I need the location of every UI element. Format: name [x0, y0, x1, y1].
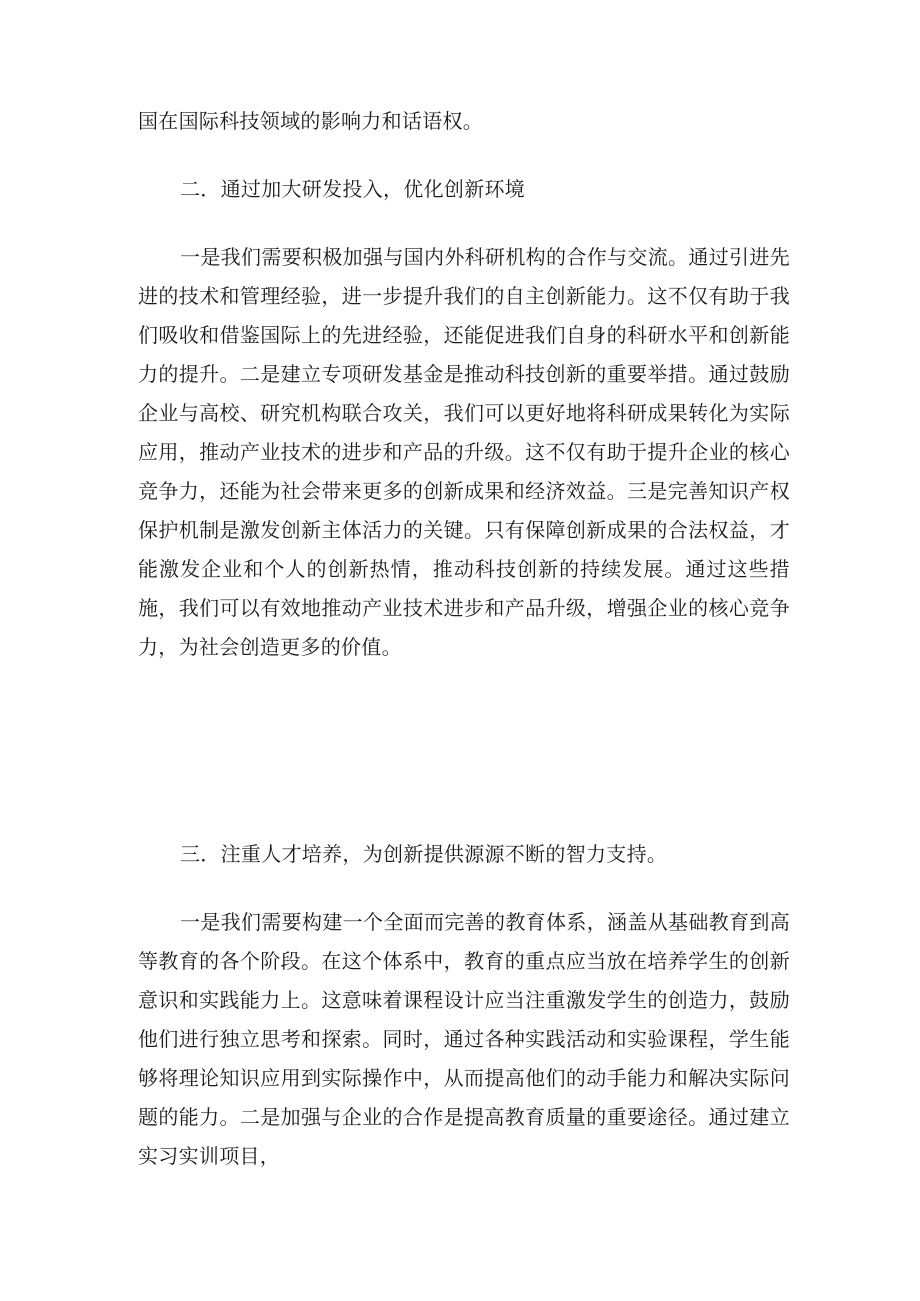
continuation-text: 国在国际科技领域的影响力和话语权。 — [138, 109, 484, 133]
section-3-paragraph: 一是我们需要构建一个全面而完善的教育体系，涵盖从基础教育到高等教育的各个阶段。在这个体系中，教育的重点应当放在培养学生的创新意识和实践能力上。这意味着课程设计应当注重激发学生的创造力，鼓励他们进行独立思考和探索。同时，通过各种实践活动和实验课程，学生能够将理论知识应用到实际操作中，从而提高他们的动手能力和解决实际问题的能力。二是加强与企业的合作是提高教育质量的重要途径。通过建立实习实训项目， — [138, 910, 790, 1168]
section-heading-2: 二．通过加大研发投入，优化创新环境 — [180, 177, 526, 201]
section-2-paragraph: 一是我们需要积极加强与国内外科研机构的合作与交流。通过引进先进的技术和管理经验，进一步提升我们的自主创新能力。这不仅有助于我们吸收和借鉴国际上的先进经验，还能促进我们自身的科研水平和创新能力的提升。二是建立专项研发基金是推动科技创新的重要举措。通过鼓励企业与高校、研究机构联合攻关，我们可以更好地将科研成果转化为实际应用，推动产业技术的进步和产品的升级。这不仅有助于提升企业的核心竞争力，还能为社会带来更多的创新成果和经济效益。三是完善知识产权保护机制是激发创新主体活力的关键。只有保障创新成果的合法权益，才能激发企业和个人的创新热情，推动科技创新的持续发展。通过这些措施，我们可以有效地推动产业技术进步和产品升级，增强企业的核心竞争力，为社会创造更多的价值。 — [138, 245, 790, 659]
section-heading-3: 三．注重人才培养，为创新提供源源不断的智力支持。 — [180, 842, 668, 866]
